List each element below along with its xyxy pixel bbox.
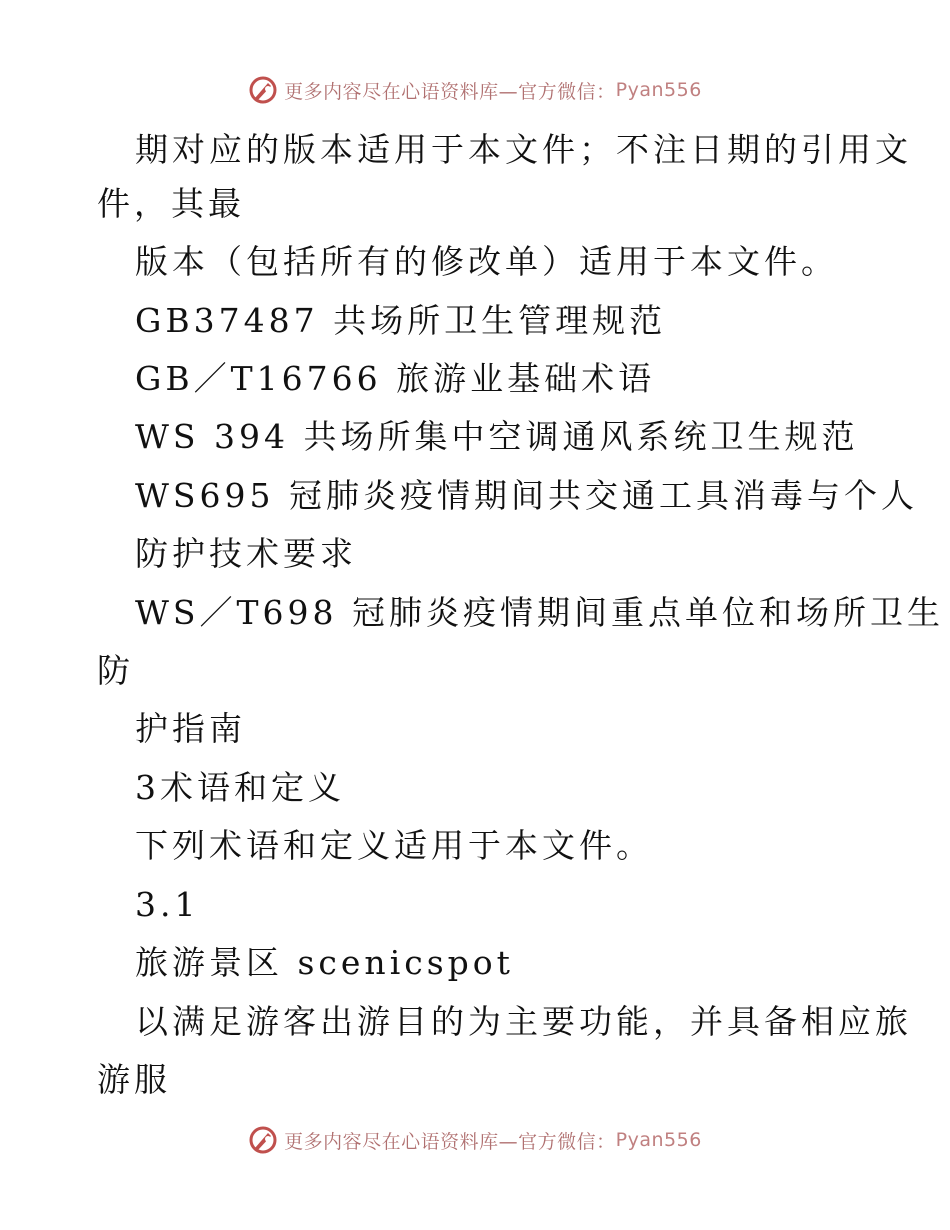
body-line: WS 394 共场所集中空调通风系统卫生规范 xyxy=(135,417,859,456)
section-heading: 3术语和定义 xyxy=(135,768,345,807)
body-line: WS／T698 冠肺炎疫情期间重点单位和场所卫生 xyxy=(135,593,945,632)
section-number: 3.1 xyxy=(135,885,200,924)
watermark-text: 更多内容尽在心语资料库—官方微信： xyxy=(284,80,616,103)
watermark-header xyxy=(0,70,950,110)
watermark-text: 更多内容尽在心语资料库—官方微信： xyxy=(284,1130,616,1153)
watermark-footer xyxy=(0,1120,950,1160)
body-line: GB37487 共场所卫生管理规范 xyxy=(135,301,667,340)
body-line: GB／T16766 旅游业基础术语 xyxy=(135,359,656,398)
term-title: 旅游景区 scenicspot xyxy=(135,943,514,982)
watermark-wechat: Pyan556 xyxy=(615,1129,702,1151)
body-line: 防护技术要求 xyxy=(135,534,357,573)
body-line: 期对应的版本适用于本文件；不注日期的引用文 xyxy=(135,130,912,169)
body-line: 以满足游客出游目的为主要功能，并具备相应旅 xyxy=(135,1002,912,1041)
body-line: 防 xyxy=(97,651,134,690)
pen-in-circle-icon xyxy=(248,75,278,105)
body-line: 版本（包括所有的修改单）适用于本文件。 xyxy=(135,242,838,281)
body-line: 下列术语和定义适用于本文件。 xyxy=(135,826,653,865)
body-line: 件，其最 xyxy=(97,184,245,223)
body-line: WS695 冠肺炎疫情期间共交通工具消毒与个人 xyxy=(135,476,919,515)
pen-in-circle-icon xyxy=(248,1125,278,1155)
body-line: 游服 xyxy=(97,1060,171,1099)
watermark-wechat: Pyan556 xyxy=(615,79,702,101)
body-line: 护指南 xyxy=(135,709,246,748)
